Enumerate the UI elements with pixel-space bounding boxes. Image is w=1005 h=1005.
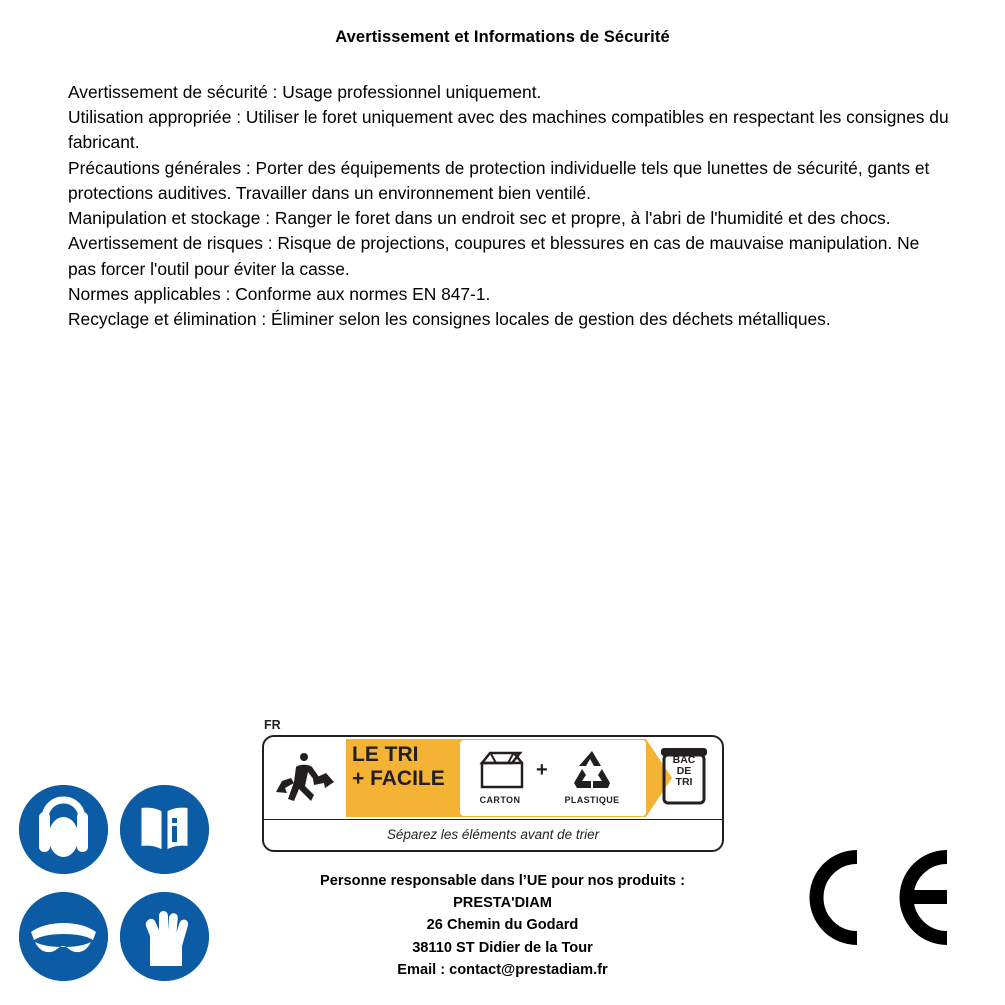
company-city: 38110 ST Didier de la Tour: [412, 939, 593, 956]
safety-pictogram-group: [16, 785, 211, 990]
triman-material-plastique: PLASTIQUE: [564, 795, 620, 805]
plastic-recycle-icon: [566, 747, 618, 791]
triman-headline-line1: LE TRI: [352, 743, 419, 766]
hand-protection-icon: [120, 892, 209, 981]
paragraph-risk-warning: Avertissement de risques : Risque de projections, coupures et blessures en cas de mauvaise manipulation. Ne pas forcer l'outil pour éviter la casse.: [68, 233, 920, 279]
page-title: Avertissement et Informations de Sécurité: [335, 28, 670, 46]
triman-recycling-label: [262, 718, 722, 853]
read-instructions-icon: [120, 785, 209, 874]
heading-bold: UE: [526, 873, 548, 889]
triman-material-carton: CARTON: [479, 795, 521, 805]
heading-suffix: pour nos produits :: [547, 873, 685, 889]
responsible-person-heading: [210, 870, 795, 892]
bin-label-line2: DE: [676, 765, 692, 778]
triman-label-box: [262, 735, 724, 852]
bin-label-line3: TRI: [675, 776, 693, 789]
company-name: PRESTA'DIAM: [453, 895, 552, 912]
ear-protection-icon: [19, 785, 108, 874]
company-email: Email : contact@prestadiam.fr: [397, 961, 608, 978]
triman-country-code: FR: [264, 718, 281, 732]
footer-area: [0, 700, 1005, 1005]
triman-plus-sign: +: [536, 759, 548, 781]
safety-information-text: [68, 80, 952, 332]
paragraph-standards: Normes applicables : Conforme aux normes EN 847-1.: [68, 283, 491, 304]
paragraph-handling-storage: Manipulation et stockage : Ranger le foret dans un endroit sec et propre, à l'abri de l'humidité et des chocs.: [68, 208, 891, 229]
triman-footer-text: Séparez les éléments avant de trier: [264, 819, 722, 849]
triman-headline-line2: + FACILE: [352, 767, 445, 791]
eye-protection-icon: [19, 892, 108, 981]
paragraph-proper-use: Utilisation appropriée : Utiliser le foret uniquement avec des machines compatibles en respectant les consignes du fabricant.: [68, 107, 949, 153]
responsible-person-block: [210, 870, 795, 981]
triman-icon: [264, 737, 346, 819]
paragraph-general-precautions: Précautions générales : Porter des équipements de protection individuelle tels que lunettes de sécurité, gants et protections auditives. Travailler dans un environnement bien ventilé.: [68, 157, 930, 203]
bin-label: [660, 755, 708, 788]
carton-box-icon: [476, 747, 528, 791]
triman-headline: [352, 743, 462, 791]
paragraph-recycling: Recyclage et élimination : Éliminer selon les consignes locales de gestion des déchets métalliques.: [68, 309, 831, 330]
ce-mark-icon: [795, 845, 955, 950]
heading-prefix: Personne responsable dans l’: [320, 873, 527, 889]
company-street: 26 Chemin du Godard: [426, 917, 579, 934]
bin-label-line1: BAC: [672, 754, 696, 766]
paragraph-safety-warning: Avertissement de sécurité : Usage professionnel uniquement.: [68, 82, 542, 102]
